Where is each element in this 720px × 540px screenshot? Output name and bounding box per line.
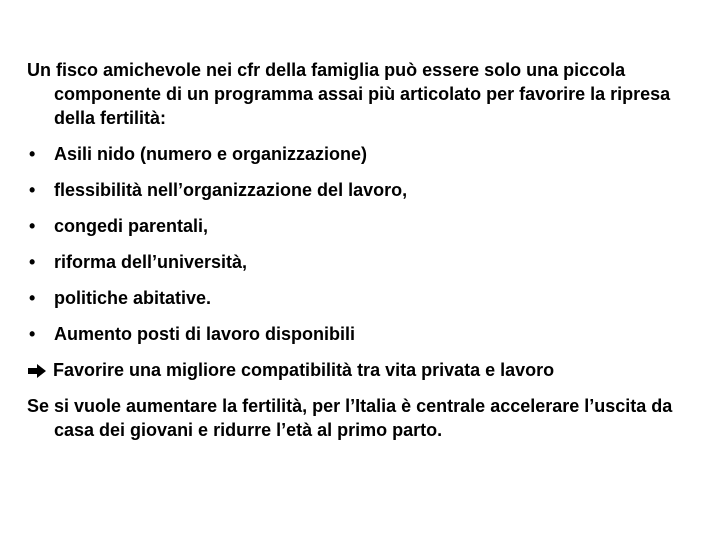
bullet-marker: • (29, 324, 36, 344)
intro-paragraph: Un fisco amichevole nei cfr della famiglia può essere solo una piccola componente di un programma assai più articolato per favorire la ripresa della fertilità: (27, 60, 671, 128)
bullet-marker: • (29, 288, 36, 308)
bullet-text: Asili nido (numero e organizzazione) (54, 144, 368, 164)
right-arrow-icon (27, 361, 47, 377)
bullet-marker: • (29, 180, 36, 200)
bullet-text: flessibilità nell’organizzazione del lavoro, (54, 180, 408, 200)
bullet-item (29, 322, 355, 346)
closing-paragraph: Se si vuole aumentare la fertilità, per l’Italia è centrale accelerare l’uscita da casa dei giovani e ridurre l’età al primo parto. (27, 396, 673, 440)
bullet-item (29, 178, 407, 202)
conclusion-line (27, 358, 554, 382)
bullet-item (29, 250, 247, 274)
bullet-text: Aumento posti di lavoro disponibili (54, 324, 355, 344)
bullet-text: riforma dell’università, (54, 252, 248, 272)
bullet-marker: • (29, 216, 36, 236)
bullet-text: congedi parentali, (54, 216, 209, 236)
bullet-text: politiche abitative. (54, 288, 212, 308)
bullet-item (29, 142, 367, 166)
bullet-marker: • (29, 144, 36, 164)
bullet-marker: • (29, 252, 36, 272)
bullet-item (29, 286, 211, 310)
bullet-item (29, 214, 208, 238)
conclusion-text: Favorire una migliore compatibilità tra vita privata e lavoro (53, 360, 555, 380)
